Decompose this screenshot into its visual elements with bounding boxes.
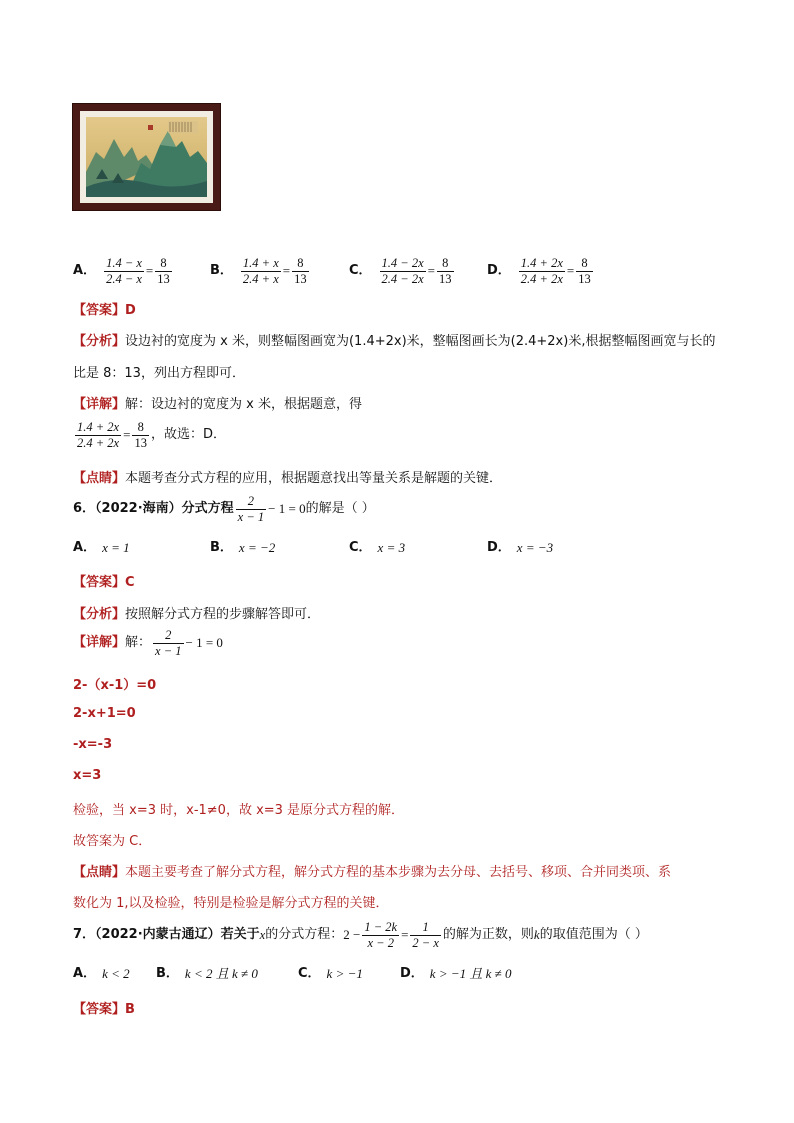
q6-option-b[interactable] xyxy=(210,537,275,559)
question-prefix: 6．（2022·海南）分式方程 xyxy=(73,501,234,516)
analysis-text: 按照解分式方程的步骤解答即可． xyxy=(125,607,321,622)
answer-value: D xyxy=(125,303,136,318)
q6-comment xyxy=(73,861,671,880)
option-text: k < 2 且 k ≠ 0 xyxy=(184,966,258,981)
analysis-label: 【分析】 xyxy=(73,334,126,349)
option-fraction: $\frac{1.4 - 2x}{2.4 - 2x}$ xyxy=(381,256,424,286)
option-rhs-fraction: $\frac{8}{13}$ xyxy=(439,256,452,286)
q6-option-a[interactable] xyxy=(73,537,130,559)
q5-option-b[interactable]: B． $\frac{1.4 + x}{2.4 + x}$ = $\frac{8}{13}$ xyxy=(210,256,307,286)
q6-conclusion: 故答案为 C． xyxy=(73,834,152,849)
landscape-drawing xyxy=(86,117,207,197)
q5-analysis-cont xyxy=(73,362,245,381)
option-letter: C． xyxy=(349,540,372,555)
q7-option-a[interactable] xyxy=(73,963,130,985)
q5-option-a[interactable]: A． $\frac{1.4 - x}{2.4 - x}$ = $\frac{8}{13}$ xyxy=(73,256,170,286)
option-text: k > −1 且 k ≠ 0 xyxy=(429,966,512,981)
q7-option-b[interactable] xyxy=(156,963,258,985)
option-letter: B． xyxy=(210,540,233,555)
q6-answer xyxy=(73,571,135,590)
question-middle: 的分式方程： xyxy=(265,927,344,942)
question-suffix: 的解是（ ） xyxy=(305,501,375,516)
question-prefix: 7．（2022·内蒙古通辽）若关于 xyxy=(73,927,260,942)
q5-option-d[interactable]: D． $\frac{1.4 + 2x}{2.4 + 2x}$ = $\frac{8}{13}$ xyxy=(487,256,591,286)
question-suffix-end: 的取值范围为（ ） xyxy=(539,927,648,942)
option-letter: D． xyxy=(487,263,511,278)
q6-step-3: -x=-3 xyxy=(73,737,113,752)
question-suffix: 的解为正数，则 xyxy=(442,927,534,942)
stem-fraction: $\frac{2}{x - 1}$ xyxy=(237,494,265,524)
equation-tail: ，故选：D． xyxy=(150,427,226,442)
option-fraction: $\frac{1.4 + 2x}{2.4 + 2x}$ xyxy=(520,256,563,286)
comment-text: 本题主要考查了解分式方程，解分式方程的基本步骤为去分母、去括号、移项、合并同类项、系 xyxy=(125,865,672,880)
option-rhs-fraction: $\frac{8}{13}$ xyxy=(578,256,591,286)
option-letter: C． xyxy=(298,966,321,981)
comment-text: 本题考查分式方程的应用，根据题意找出等量关系是解题的关键． xyxy=(125,471,503,486)
option-letter: A． xyxy=(73,966,97,981)
detail-equation-tail: − 1 = 0 xyxy=(185,635,223,650)
detail-label: 【详解】 xyxy=(73,397,126,412)
q5-answer xyxy=(73,299,136,318)
stem-equation-tail: − 1 = 0 xyxy=(268,501,306,516)
q6-step-1: 2-（x-1）=0 xyxy=(73,678,157,693)
q5-detail xyxy=(73,393,362,412)
option-fraction: $\frac{1.4 + x}{2.4 + x}$ xyxy=(242,256,279,286)
option-letter: A． xyxy=(73,540,97,555)
landscape-painting xyxy=(73,104,220,210)
equation-fraction: $\frac{1.4 + 2x}{2.4 + 2x}$ xyxy=(77,420,120,450)
answer-value: B xyxy=(125,1002,135,1017)
q6-analysis xyxy=(73,603,320,622)
option-letter: D． xyxy=(400,966,424,981)
q6-check: 检验，当 x=3 时，x-1≠0，故 x=3 是原分式方程的解． xyxy=(73,803,405,818)
option-letter: C． xyxy=(349,263,372,278)
answer-label: 【答案】 xyxy=(73,1002,126,1017)
stem-variable: x xyxy=(259,928,266,942)
answer-label: 【答案】 xyxy=(73,575,126,590)
comment-label: 【点睛】 xyxy=(73,471,126,486)
painting-mat xyxy=(80,111,213,203)
analysis-text: 设边衬的宽度为 x 米，则整幅图画宽为(1.4+2x)米，整幅图画长为(2.4+2x)米,根据整幅图画宽与长的 xyxy=(125,334,716,349)
analysis-text: 比是 8：13，列出方程即可． xyxy=(73,366,245,381)
q6-step-2: 2-x+1=0 xyxy=(73,706,136,721)
equation-equals: = xyxy=(401,927,409,942)
detail-label: 【详解】 xyxy=(73,635,126,650)
q7-option-d[interactable] xyxy=(400,963,512,985)
analysis-label: 【分析】 xyxy=(73,607,126,622)
stem-k: k xyxy=(533,927,540,942)
comment-label: 【点睛】 xyxy=(73,865,126,880)
answer-label: 【答案】 xyxy=(73,303,126,318)
option-rhs-fraction: $\frac{8}{13}$ xyxy=(294,256,307,286)
option-fraction: $\frac{1.4 - x}{2.4 - x}$ xyxy=(106,256,142,286)
option-text: k < 2 xyxy=(102,966,130,981)
equation-lead: 2 − xyxy=(343,927,361,942)
answer-value: C xyxy=(125,575,135,590)
option-text: x = −2 xyxy=(238,540,276,555)
equation-fraction-1: $\frac{1 - 2k}{x - 2}$ xyxy=(364,920,398,950)
q6-stem xyxy=(73,494,375,524)
option-letter: D． xyxy=(487,540,511,555)
q6-detail xyxy=(73,628,223,658)
q6-option-c[interactable] xyxy=(349,537,405,559)
detail-fraction: $\frac{2}{x - 1}$ xyxy=(155,628,182,658)
option-letter: B． xyxy=(210,263,233,278)
q7-stem xyxy=(73,920,648,950)
option-text: k > −1 xyxy=(326,966,363,981)
option-text: x = 1 xyxy=(102,540,130,555)
q6-step-4: x=3 xyxy=(73,768,102,783)
q6-comment-cont: 数化为 1,以及检验，特别是检验是解分式方程的关键． xyxy=(73,896,389,911)
q7-option-c[interactable] xyxy=(298,963,363,985)
q5-analysis xyxy=(73,330,715,349)
detail-prefix: 解： xyxy=(125,635,152,650)
q5-comment xyxy=(73,467,502,486)
equation-rhs-fraction: $\frac{8}{13}$ xyxy=(134,420,147,450)
option-rhs-fraction: $\frac{8}{13}$ xyxy=(157,256,170,286)
q7-answer xyxy=(73,998,135,1017)
option-letter: B． xyxy=(156,966,179,981)
equation-fraction-2: $\frac{1}{2 - x}$ xyxy=(412,920,439,950)
q5-option-c[interactable]: C． $\frac{1.4 - 2x}{2.4 - 2x}$ = $\frac{8}{13}$ xyxy=(349,256,452,286)
option-text: x = 3 xyxy=(377,540,406,555)
option-letter: A． xyxy=(73,263,97,278)
painting-canvas xyxy=(86,117,207,197)
q6-option-d[interactable] xyxy=(487,537,553,559)
q5-detail-equation: $\frac{1.4 + 2x}{2.4 + 2x}$ = $\frac{8}{13}$ ，故选：D． xyxy=(77,420,226,450)
option-text: x = −3 xyxy=(516,540,554,555)
detail-text: 解：设边衬的宽度为 x 米，根据题意，得 xyxy=(125,397,362,412)
